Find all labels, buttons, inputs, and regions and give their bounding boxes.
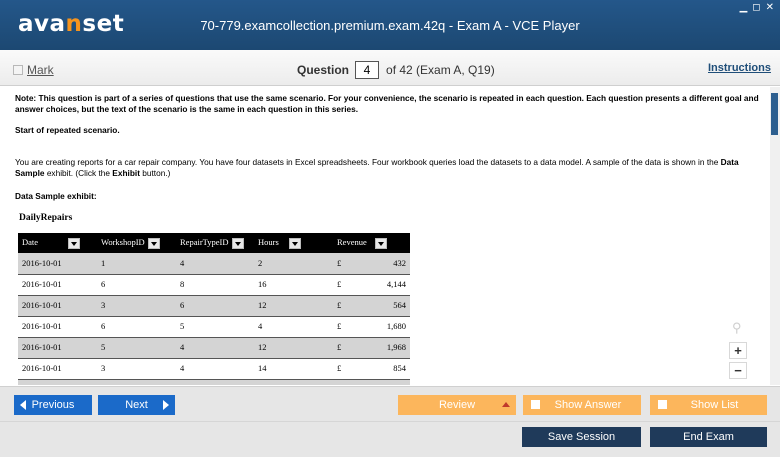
arrow-left-icon xyxy=(20,400,26,410)
question-word: Question xyxy=(297,63,350,77)
column-header-hours: Hours xyxy=(254,233,333,253)
arrow-right-icon xyxy=(163,400,169,410)
table-header-row xyxy=(18,233,410,253)
content-scrollbar[interactable] xyxy=(770,87,780,385)
question-of-text: of 42 (Exam A, Q19) xyxy=(386,63,495,77)
filter-dropdown-icon[interactable] xyxy=(68,238,80,249)
table-row: 2016-10-01 6 5 4 £ 1,680 xyxy=(18,316,410,337)
show-list-button[interactable]: Show List xyxy=(650,395,767,415)
question-number-input[interactable]: 4 xyxy=(355,61,379,79)
table-row: 2016-10-01 3 4 14 £ 854 xyxy=(18,358,410,379)
restore-icon[interactable]: ◻ xyxy=(752,2,761,13)
exhibit-heading: Data Sample exhibit: xyxy=(15,191,97,201)
question-navigator xyxy=(297,61,495,79)
bottom-bar xyxy=(0,421,780,457)
window-controls xyxy=(740,2,774,13)
checkbox-icon[interactable] xyxy=(13,65,23,75)
column-header-revenue: Revenue xyxy=(333,233,410,253)
table-row: 2016-10-01 3 6 12 £ 564 xyxy=(18,295,410,316)
table-row-partial xyxy=(18,379,410,385)
table-title: DailyRepairs xyxy=(19,213,73,223)
scrollbar-thumb[interactable] xyxy=(771,93,778,135)
end-exam-button[interactable]: End Exam xyxy=(650,427,767,447)
save-session-button[interactable]: Save Session xyxy=(522,427,641,447)
column-header-date: Date xyxy=(18,233,97,253)
instructions-link[interactable]: Instructions xyxy=(708,62,771,74)
filter-dropdown-icon[interactable] xyxy=(375,238,387,249)
next-button[interactable]: Next xyxy=(98,395,175,415)
filter-dropdown-icon[interactable] xyxy=(232,238,244,249)
question-content xyxy=(0,87,770,385)
show-answer-button[interactable]: Show Answer xyxy=(523,395,641,415)
review-button[interactable]: Review xyxy=(398,395,516,415)
filter-dropdown-icon[interactable] xyxy=(148,238,160,249)
column-header-repairtypeid: RepairTypeID xyxy=(176,233,254,253)
close-icon[interactable]: ✕ xyxy=(765,2,774,13)
search-icon: ⚲ xyxy=(732,320,742,335)
previous-button[interactable]: Previous xyxy=(14,395,92,415)
zoom-in-button[interactable]: + xyxy=(729,342,747,359)
window-title: 70-779.examcollection.premium.exam.42q - Exam A - VCE Player xyxy=(200,18,580,33)
table-row: 2016-10-01 1 4 2 £ 432 xyxy=(18,253,410,274)
column-header-workshopid: WorkshopID xyxy=(97,233,176,253)
table-row: 2016-10-01 5 4 12 £ 1,968 xyxy=(18,337,410,358)
checkbox-icon[interactable] xyxy=(531,400,540,409)
scenario-text: You are creating reports for a car repair company. You have four datasets in Excel spreadsheets. Four workbook queries load the datasets to a data model. A sample of the data is shown in the Data Sample exhibit. (Click the Exhibit button.) xyxy=(15,157,739,178)
navigation-bar xyxy=(0,386,780,421)
checkbox-icon[interactable] xyxy=(658,400,667,409)
table-row: 2016-10-01 6 8 16 £ 4,144 xyxy=(18,274,410,295)
daily-repairs-table xyxy=(18,233,410,385)
mark-label[interactable]: Mark xyxy=(27,63,54,77)
caret-up-icon xyxy=(502,402,510,407)
title-bar xyxy=(0,0,780,50)
avanset-logo: avanset xyxy=(18,11,125,37)
note-text: Note: This question is part of a series of questions that use the same scenario. For your convenience, the scenario is repeated in each question. Each question presents a different goal and answer choices, but the text of the scenario is the same in each question in this series. xyxy=(15,93,759,114)
mark-checkbox[interactable] xyxy=(13,63,54,77)
zoom-out-button[interactable]: − xyxy=(729,362,747,379)
filter-dropdown-icon[interactable] xyxy=(289,238,301,249)
start-scenario-text: Start of repeated scenario. xyxy=(15,125,120,135)
minimize-icon[interactable]: ▁ xyxy=(739,2,748,13)
question-header xyxy=(0,50,780,86)
